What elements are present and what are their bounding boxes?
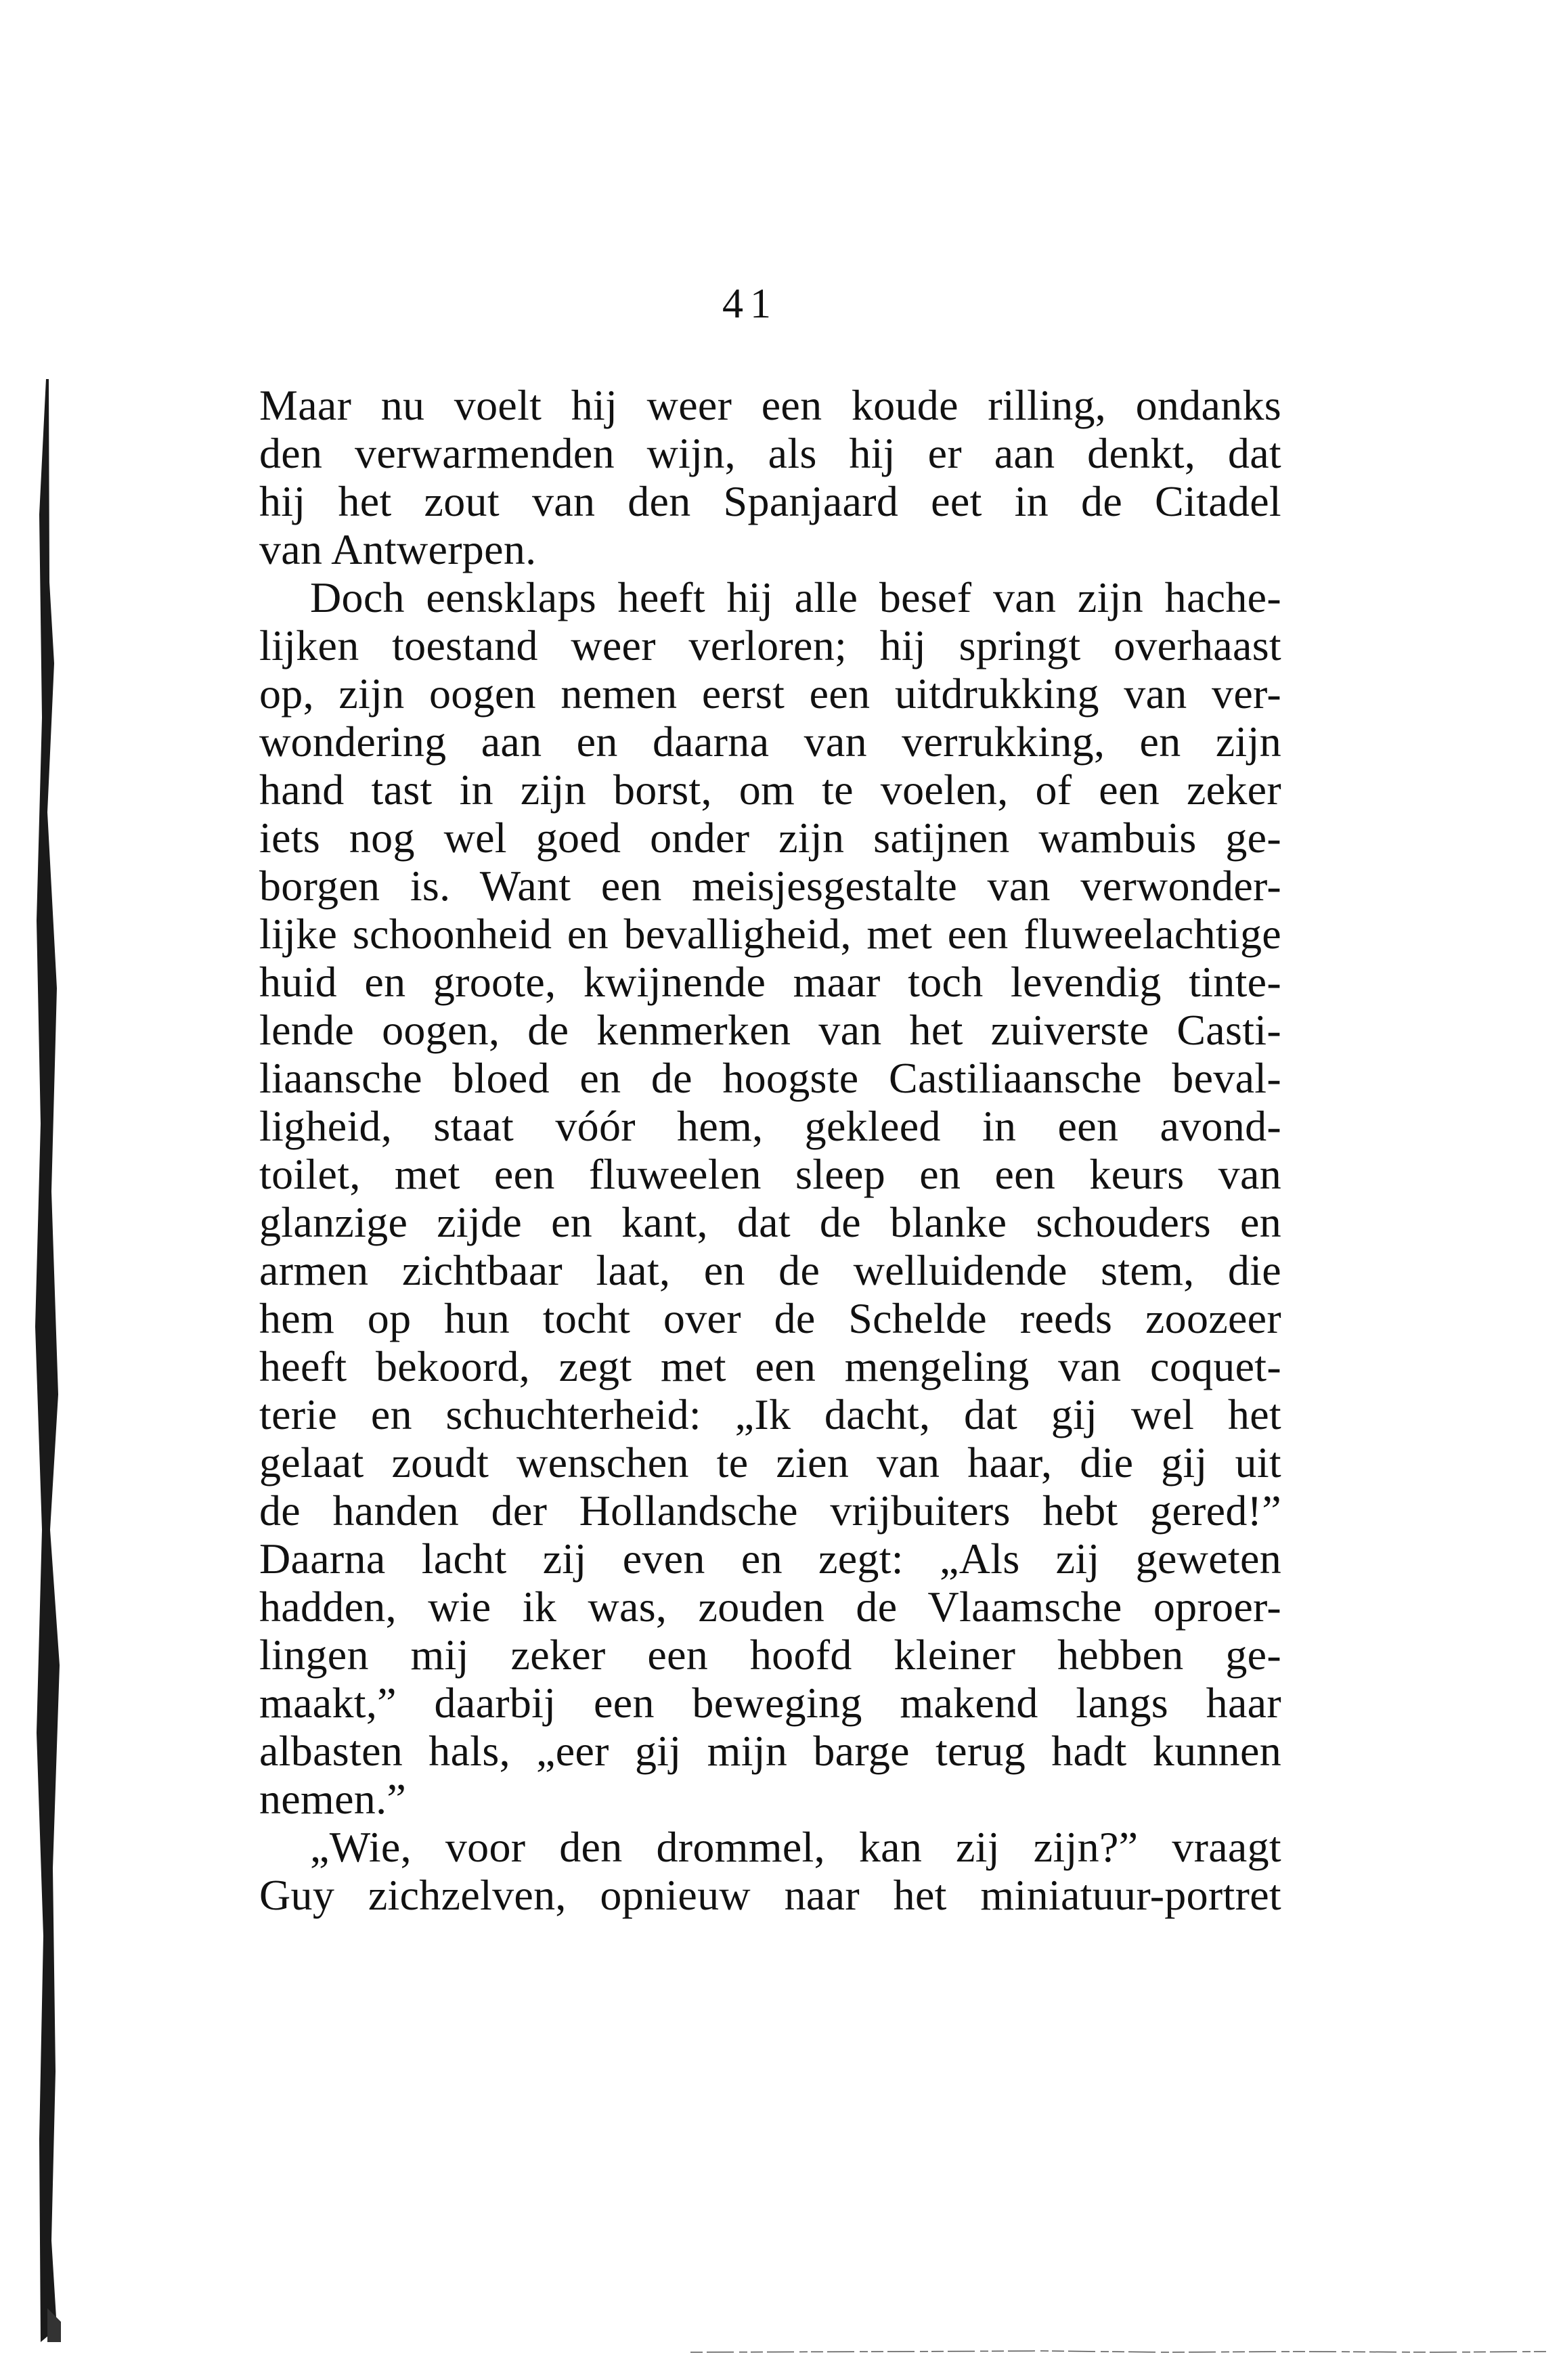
text-line: albasten hals, „eer gij mijn barge terug hadt kunnen xyxy=(259,1727,1281,1775)
text-line: borgen is. Want een meisjesgestalte van verwonder- xyxy=(259,862,1281,910)
text-line: terie en schuchterheid: „Ik dacht, dat gij wel het xyxy=(259,1390,1281,1438)
text-line: nemen.” xyxy=(259,1775,407,1823)
page-number: 41 xyxy=(722,281,778,327)
text-line: „Wie, voor den drommel, kan zij zijn?” vraagt xyxy=(310,1823,1281,1871)
text-line: maakt,” daarbij een beweging makend langs haar xyxy=(259,1679,1281,1727)
text-line: heeft bekoord, zegt met een mengeling van coquet- xyxy=(259,1342,1281,1390)
text-line: Guy zichzelven, opnieuw naar het miniatuur-portret xyxy=(259,1871,1281,1919)
text-line: huid en groote, kwijnende maar toch levendig tinte- xyxy=(259,958,1281,1006)
body-text xyxy=(259,381,1281,1919)
text-line: den verwarmenden wijn, als hij er aan denkt, dat xyxy=(259,429,1281,477)
text-line: Daarna lacht zij even en zegt: „Als zij geweten xyxy=(259,1535,1281,1583)
text-line: op, zijn oogen nemen eerst een uitdrukking van ver- xyxy=(259,669,1281,718)
text-line: lende oogen, de kenmerken van het zuiverste Casti- xyxy=(259,1006,1281,1054)
text-line: toilet, met een fluweelen sleep en een keurs van xyxy=(259,1150,1281,1198)
text-line: Maar nu voelt hij weer een koude rilling, ondanks xyxy=(259,381,1281,429)
text-line: de handen der Hollandsche vrijbuiters hebt gered!” xyxy=(259,1486,1281,1535)
text-line: Doch eensklaps heeft hij alle besef van zijn hache- xyxy=(310,573,1281,621)
text-line: hand tast in zijn borst, om te voelen, of een zeker xyxy=(259,766,1281,814)
text-line: armen zichtbaar laat, en de welluidende stem, die xyxy=(259,1246,1281,1294)
page-edge-shadow xyxy=(27,379,61,2342)
text-line: lijken toestand weer verloren; hij springt overhaast xyxy=(259,621,1281,669)
text-line: iets nog wel goed onder zijn satijnen wambuis ge- xyxy=(259,814,1281,862)
text-line: ligheid, staat vóór hem, gekleed in een avond- xyxy=(259,1102,1281,1150)
text-line: lijke schoonheid en bevalligheid, met een fluweelachtige xyxy=(259,910,1281,958)
text-line: van Antwerpen. xyxy=(259,525,537,573)
text-line: glanzige zijde en kant, dat de blanke schouders en xyxy=(259,1198,1281,1246)
text-line: liaansche bloed en de hoogste Castiliaansche beval- xyxy=(259,1054,1281,1102)
text-line: hij het zout van den Spanjaard eet in de Citadel xyxy=(259,477,1281,525)
text-line: wondering aan en daarna van verrukking, en zijn xyxy=(259,718,1281,766)
text-line: hadden, wie ik was, zouden de Vlaamsche oproer- xyxy=(259,1583,1281,1631)
scan-edge-line xyxy=(690,2349,1550,2354)
text-line: gelaat zoudt wenschen te zien van haar, die gij uit xyxy=(259,1438,1281,1486)
text-line: hem op hun tocht over de Schelde reeds zoozeer xyxy=(259,1294,1281,1342)
text-line: lingen mij zeker een hoofd kleiner hebben ge- xyxy=(259,1631,1281,1679)
